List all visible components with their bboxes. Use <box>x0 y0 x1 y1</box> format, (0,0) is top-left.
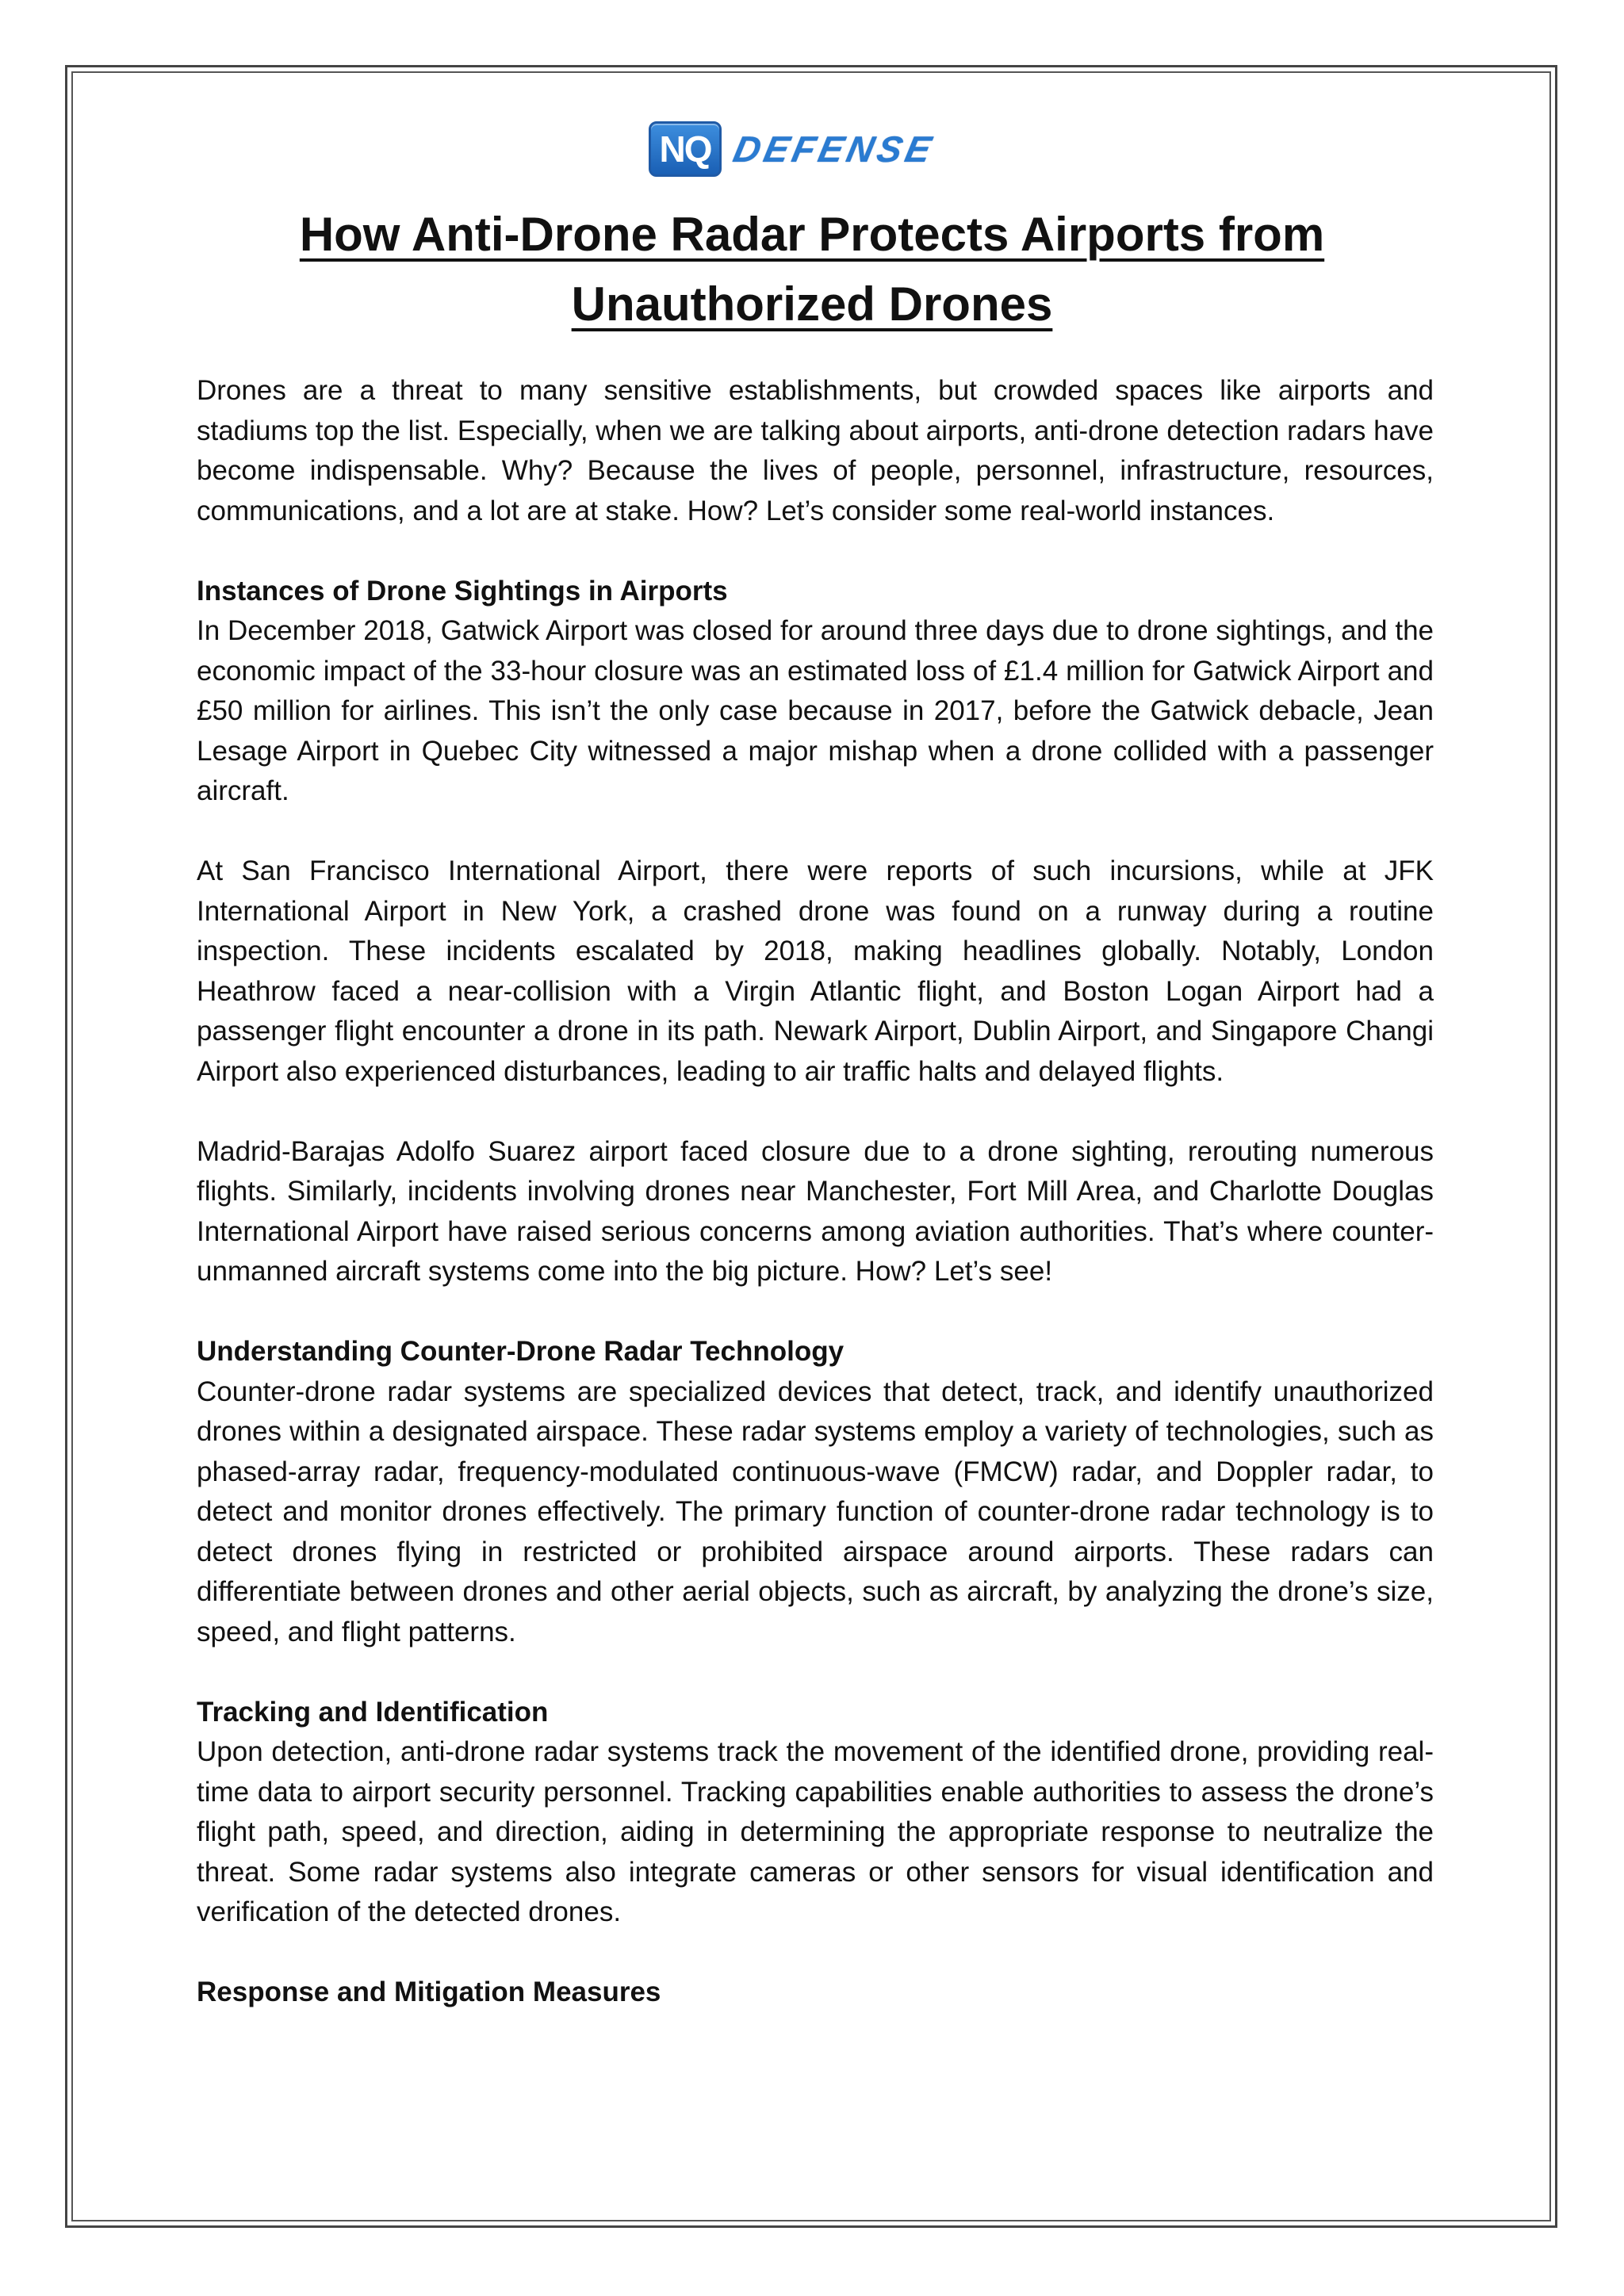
section-paragraph: Counter-drone radar systems are specialized devices that detect, track, and identify unauthorized drones within a designated airspace. These radar systems employ a variety of technologies, such as phased-array radar, frequency-modulated continuous-wave (FMCW) radar, and Doppler radar, to detect and monitor drones effectively. The primary function of counter-drone radar technology is to detect drones flying in restricted or prohibited airspace around airports. These radars can differentiate between drones and other aerial objects, such as aircraft, by analyzing the drone’s size, speed, and flight patterns. <box>197 1376 1434 1647</box>
article-body <box>197 371 1434 2013</box>
section-paragraph: Madrid-Barajas Adolfo Suarez airport faced closure due to a drone sighting, rerouting numerous flights. Similarly, incidents involving drones near Manchester, Fort Mill Area, and Charlotte Douglas International Airport have raised serious concerns among aviation authorities. That’s where counter-unmanned aircraft systems come into the big picture. How? Let’s see! <box>197 1135 1434 1287</box>
section-paragraph: Upon detection, anti-drone radar systems track the movement of the identified drone, providing real-time data to airport security personnel. Tracking capabilities enable authorities to assess the drone’s flight path, speed, and direction, aiding in determining the appropriate response to neutralize the threat. Some radar systems also integrate cameras or other sensors for visual identification and verification of the detected drones. <box>197 1736 1434 1927</box>
intro-paragraph: Drones are a threat to many sensitive establishments, but crowded spaces like airports and stadiums top the list. Especially, when we are talking about airports, anti-drone detection radars have become indispensable. Why? Because the lives of people, personnel, infrastructure, resources, communications, and a lot are at stake. How? Let’s consider some real-world instances. <box>197 375 1434 526</box>
section-paragraph: At San Francisco International Airport, there were reports of such incursions, while at JFK International Airport in New York, a crashed drone was found on a runway during a routine inspection. These incidents escalated by 2018, making headlines globally. Notably, London Heathrow faced a near-collision with a Virgin Atlantic flight, and Boston Logan Airport had a passenger flight encounter a drone in its path. Newark Airport, Dublin Airport, and Singapore Changi Airport also experienced disturbances, leading to air traffic halts and delayed flights. <box>197 855 1434 1087</box>
logo-wordmark: DEFENSE <box>730 128 939 170</box>
section-heading-response: Response and Mitigation Measures <box>197 1976 661 2007</box>
nq-defense-logo <box>649 119 939 179</box>
section-heading-radar-technology: Understanding Counter-Drone Radar Technology <box>197 1336 845 1367</box>
title-line-1: How Anti-Drone Radar Protects Airports from <box>299 208 1325 261</box>
logo-badge: NQ <box>649 121 722 177</box>
section-paragraph: In December 2018, Gatwick Airport was closed for around three days due to drone sightings, and the economic impact of the 33-hour closure was an estimated loss of £1.4 million for Gatwick Airport and £50 million for airlines. This isn’t the only case because in 2017, before the Gatwick debacle, Jean Lesage Airport in Quebec City witnessed a major mishap when a drone collided with a passenger aircraft. <box>197 615 1434 806</box>
section-heading-drone-sightings: Instances of Drone Sightings in Airports <box>197 575 728 607</box>
section-heading-tracking: Tracking and Identification <box>197 1696 549 1728</box>
page-title <box>143 200 1481 339</box>
title-line-2: Unauthorized Drones <box>571 277 1053 331</box>
